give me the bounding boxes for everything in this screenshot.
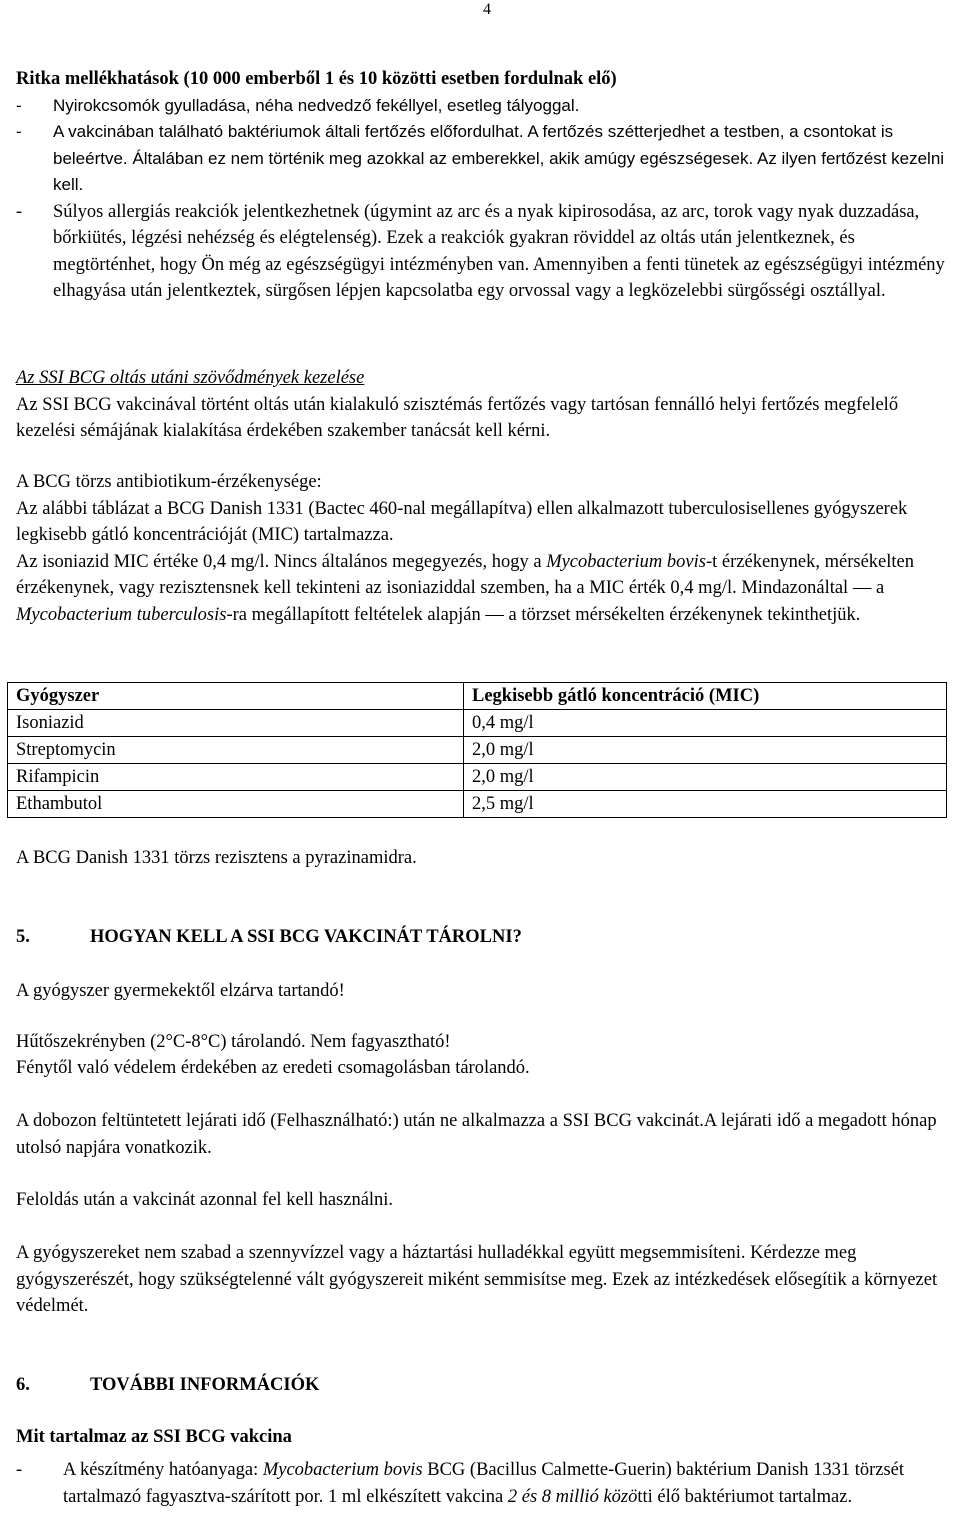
mic-cell: 2,5 mg/l — [464, 791, 947, 818]
storage-p3: Fénytől való védelem érdekében az eredeti csomagolásban tárolandó. — [16, 1058, 530, 1078]
drug-cell: Ethambutol — [8, 791, 464, 818]
section-5-heading — [16, 924, 952, 951]
sensitivity-heading: A BCG törzs antibiotikum-érzékenysége: — [16, 472, 322, 492]
storage-p4: A dobozon feltüntetett lejárati idő (Felhasználható:) után ne alkalmazza a SSI BCG vakcinát.A lejárati idő a megadott hónap utolsó napjára vonatkozik. — [16, 1111, 937, 1158]
contents-text: A készítmény hatóanyaga: Mycobacterium bovis BCG (Bacillus Calmette-Guerin) baktérium Danish 1331 törzsét tartalmazó fagyasztva-szárított por. 1 ml elkészített vakcina 2 és 8 millió közötti élő baktériumot tartalmaz. — [63, 1460, 905, 1507]
section-5 — [16, 924, 952, 951]
page-number: 4 — [483, 1, 491, 18]
dash-marker: - — [16, 95, 22, 115]
complications-text: Az SSI BCG vakcinával történt oltás után kialakuló szisztémás fertőzés vagy tartósan fennálló helyi fertőzés megfelelő kezelési sémájának kialakítása érdekében szakember tanácsát kell kérni. — [16, 394, 899, 441]
section-6-number: 6. — [16, 1375, 30, 1395]
mic-cell: 2,0 mg/l — [464, 764, 947, 791]
sensitivity-section — [16, 469, 952, 628]
list-item — [16, 199, 952, 305]
contents-item — [16, 1457, 952, 1510]
rare-side-effects — [16, 66, 952, 305]
storage-p2: Hűtőszekrényben (2°C-8°C) tárolandó. Nem fagyasztható! — [16, 1032, 451, 1052]
drug-cell: Streptomycin — [8, 737, 464, 764]
table-row — [8, 737, 947, 764]
drug-cell: Isoniazid — [8, 710, 464, 737]
rare-item-2: A vakcinában található baktériumok általi fertőzés előfordulhat. A fertőzés szétterjedhet a testben, a csontokat is beleértve. Általában ez nem történik meg azokkal az emberekkel, akik amúgy egészségesek. Az ilyen fertőzést kezelni kell. — [53, 122, 945, 194]
rare-item-3: Súlyos allergiás reakciók jelentkezhetnek (úgymint az arc és a nyak kipirosodása, az arc, torok vagy nyak duzzadása, bőrkiütés, légzési nehézség és elégtelenség). Ezek a reakciók gyakran röviddel az oltás után jelentkeznek, és megtörténhet, hogy Ön még az egészségügyi intézményben van. Amennyiben a fenti tünetek az egészségügyi intézmény elhagyása után jelentkeztek, sürgősen lépjen kapcsolatba egy orvossal vagy a legközelebbi sürgősségi osztállyal. — [53, 201, 945, 301]
section-6-title: TOVÁBBI INFORMÁCIÓK — [90, 1375, 320, 1395]
header-mic: Legkisebb gátló koncentráció (MIC) — [464, 683, 947, 710]
dash-marker: - — [16, 1460, 23, 1480]
list-item — [16, 1457, 952, 1510]
rare-heading: Ritka mellékhatások (10 000 emberből 1 és 10 közötti esetben fordulnak elő) — [16, 69, 617, 89]
section-6 — [16, 1372, 952, 1399]
section-5-number: 5. — [16, 927, 30, 947]
header-drug: Gyógyszer — [8, 683, 464, 710]
list-item — [16, 119, 952, 199]
table-row — [8, 791, 947, 818]
mic-cell: 0,4 mg/l — [464, 710, 947, 737]
drug-cell: Rifampicin — [8, 764, 464, 791]
section-5-title: HOGYAN KELL A SSI BCG VAKCINÁT TÁROLNI? — [90, 927, 522, 947]
complications-heading: Az SSI BCG oltás utáni szövődmények kezelése — [16, 368, 365, 388]
section-6-heading — [16, 1372, 952, 1399]
section-6-subheading: Mit tartalmaz az SSI BCG vakcina — [16, 1427, 292, 1447]
table-row — [8, 764, 947, 791]
storage-p1: A gyógyszer gyermekektől elzárva tartandó! — [16, 981, 345, 1001]
table-row — [8, 710, 947, 737]
complications-section — [16, 365, 952, 445]
sensitivity-text-2: Az isoniazid MIC értéke 0,4 mg/l. Nincs általános megegyezés, hogy a Mycobacterium bovis-t érzékenynek, mérsékelten érzékenynek, vagy rezisztensnek kell tekinteni az isoniaziddal szemben, ha a MIC érték 0,4 mg/l. Mindazonáltal — a Mycobacterium tuberculosis-ra megállapított feltételek alapján — a törzset mérsékelten érzékenynek tekinthetjük. — [16, 551, 914, 625]
rare-item-1: Nyirokcsomók gyulladása, néha nedvedző fekéllyel, esetleg tályoggal. — [53, 95, 580, 115]
resistant-note: A BCG Danish 1331 törzs rezisztens a pyrazinamidra. — [16, 848, 417, 868]
list-item — [16, 93, 952, 120]
sensitivity-text-1: Az alábbi táblázat a BCG Danish 1331 (Bactec 460-nal megállapítva) ellen alkalmazott tuberculosisellenes gyógyszerek legkisebb gátló koncentrációját (MIC) tartalmazza. — [16, 498, 908, 545]
mic-table — [7, 682, 947, 818]
mic-cell: 2,0 mg/l — [464, 737, 947, 764]
table-header-row — [8, 683, 947, 710]
dash-marker: - — [16, 201, 23, 222]
storage-p5: Feloldás után a vakcinát azonnal fel kell használni. — [16, 1190, 394, 1210]
dash-marker: - — [16, 122, 22, 141]
storage-p6: A gyógyszereket nem szabad a szennyvízzel vagy a háztartási hulladékkal együtt megsemmisíteni. Kérdezze meg gyógyszerészét, hogy szükségtelenné vált gyógyszereit miként semmisítse meg. Ezek az intézkedések elősegítik a környezet védelmét. — [16, 1243, 938, 1316]
